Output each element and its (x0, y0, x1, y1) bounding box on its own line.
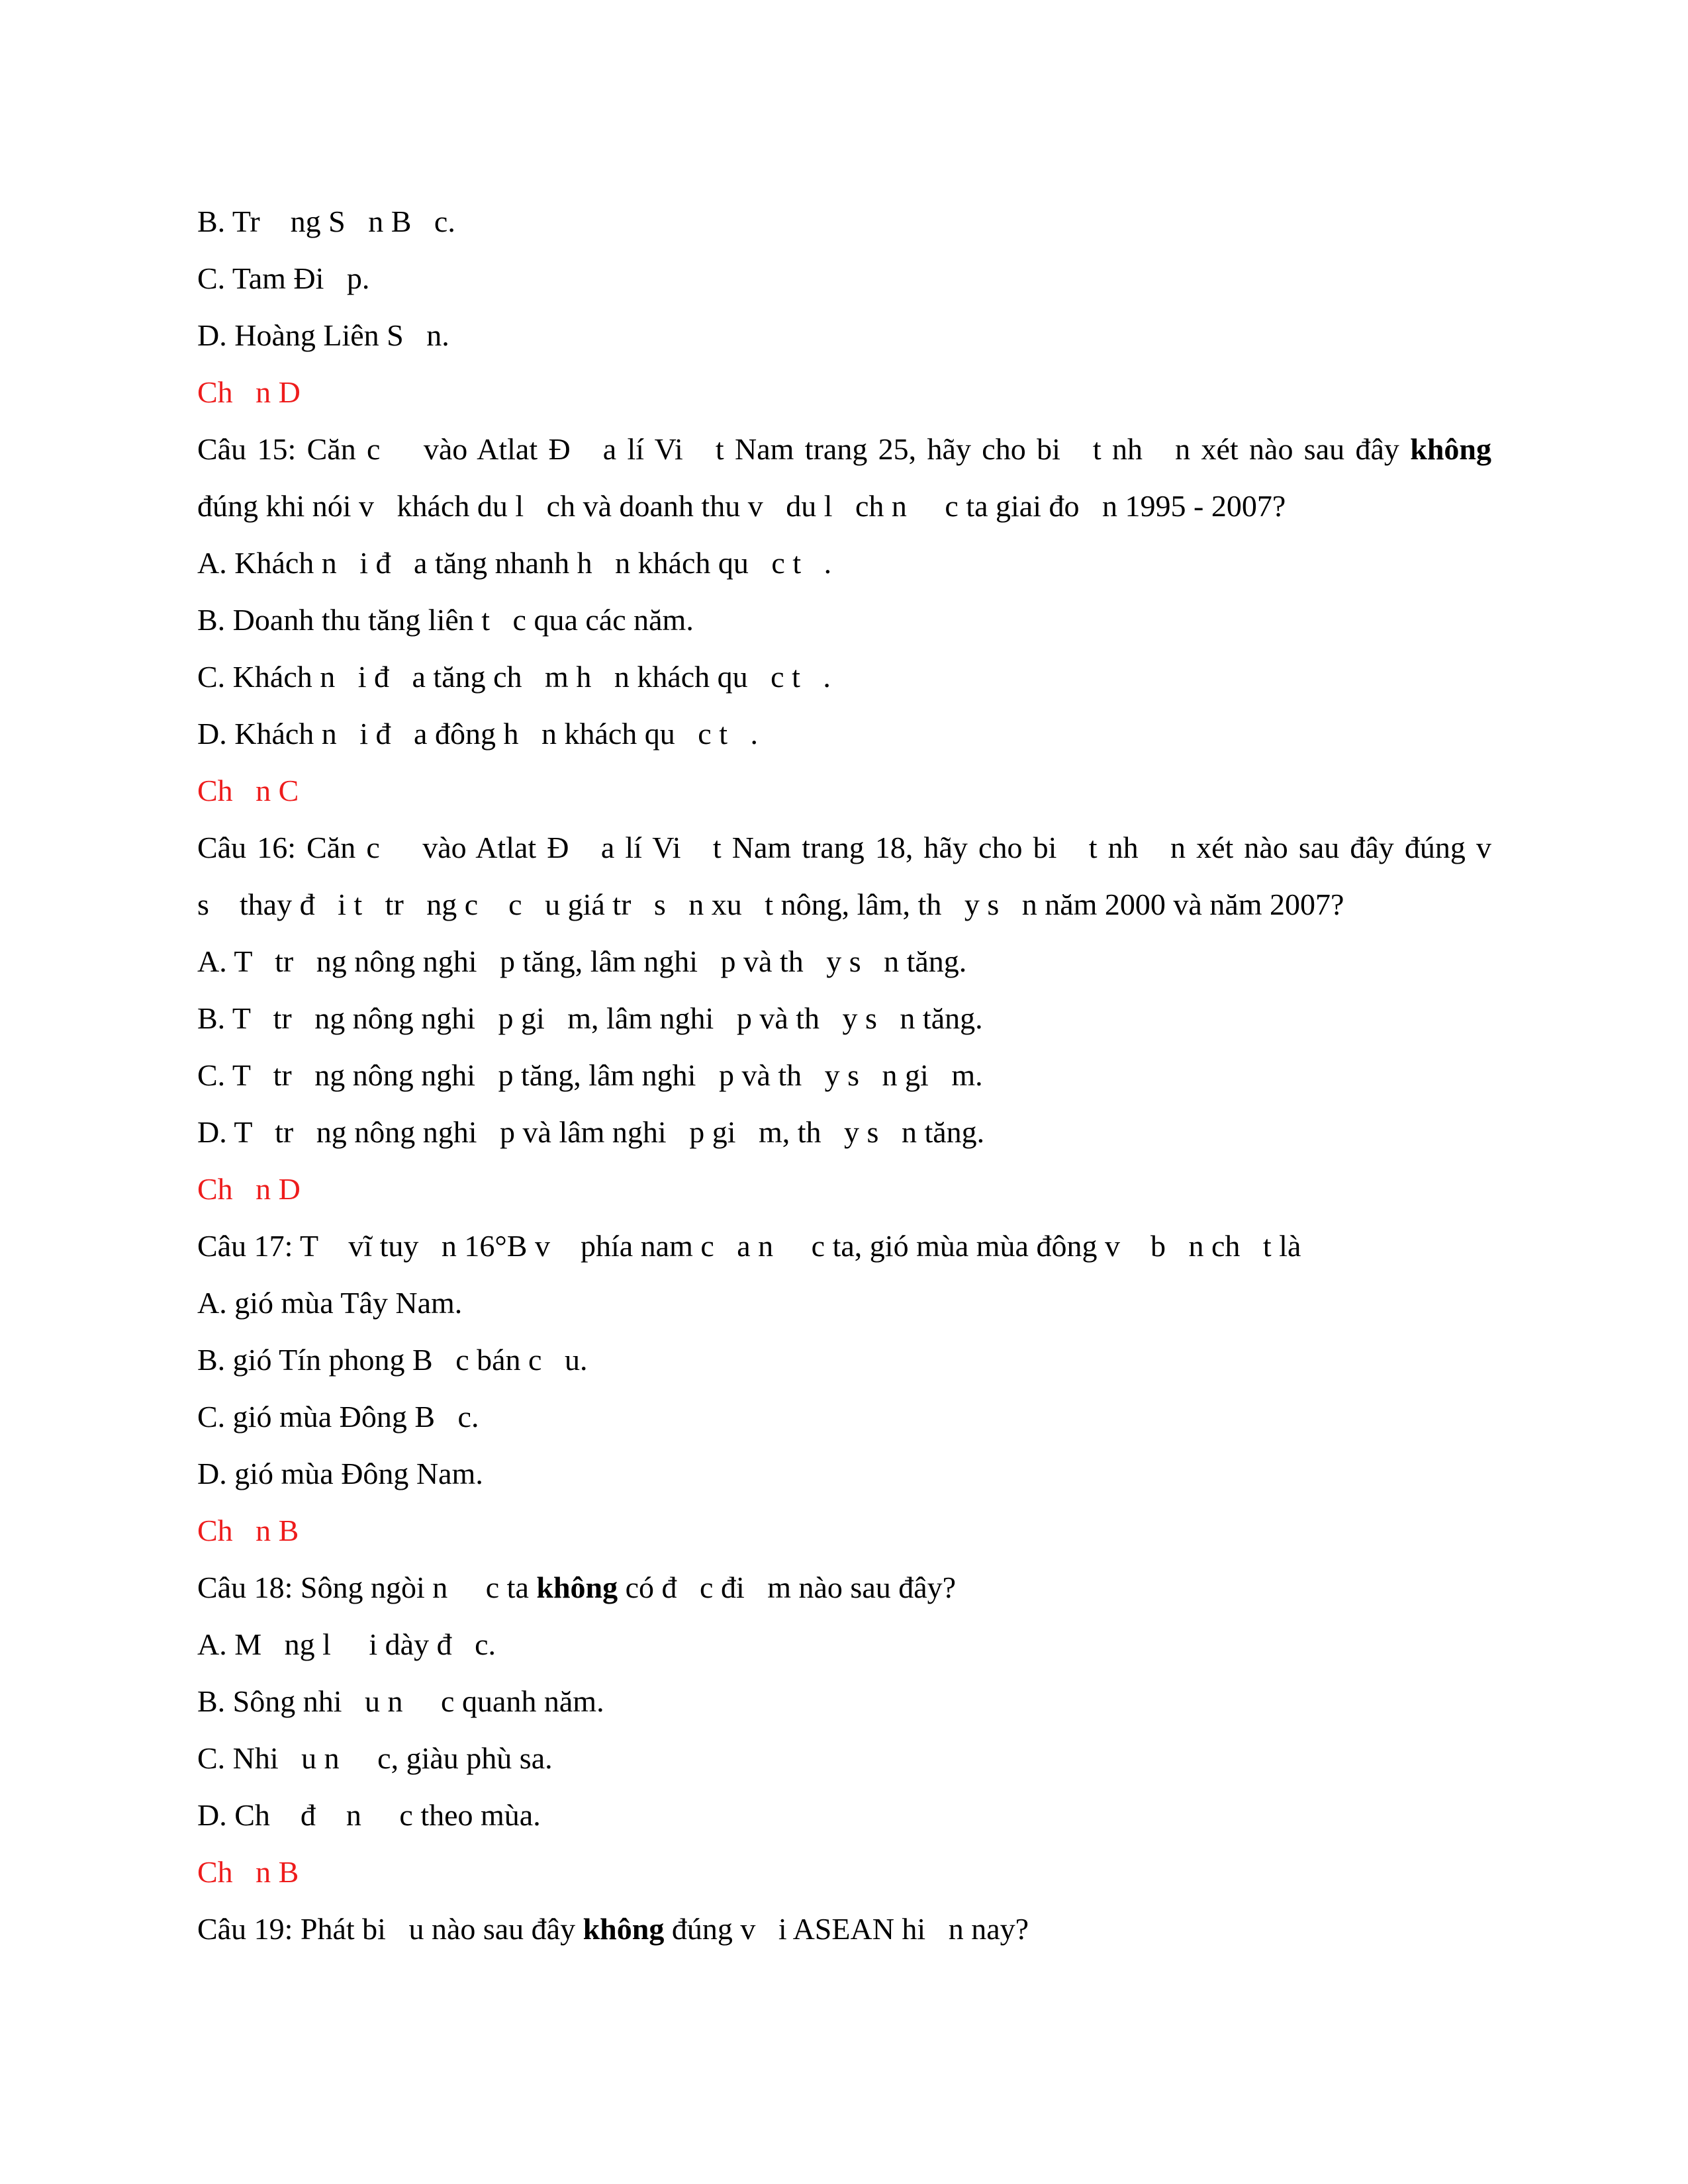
q14-option-b: B. Tr ng S n B c. (197, 205, 455, 238)
q16-option-c: C. T tr ng nông nghi p tăng, lâm nghi p và th y s n gi m. (197, 1058, 983, 1092)
q15-answer: Ch n C (197, 774, 299, 807)
q18-question-start: Câu 18: Sông ngòi n c ta (197, 1570, 537, 1604)
q16-question-line-2: s thay đ i t tr ng c c u giá tr s n xu t nông, lâm, th y s n năm 2000 và năm 2007? (197, 887, 1344, 921)
q16-answer: Ch n D (197, 1172, 301, 1206)
q17-option-c: C. gió mùa Đông B c. (197, 1400, 479, 1433)
q14-option-d: D. Hoàng Liên S n. (197, 318, 449, 352)
q15-question-line-2: đúng khi nói v khách du l ch và doanh thu v du l ch n c ta giai đo n 1995 - 2007? (197, 489, 1286, 523)
q18-answer: Ch n B (197, 1855, 299, 1889)
q15-question-text: Câu 15: Căn c vào Atlat Đ a lí Vi t Nam trang 25, hãy cho bi t nh n xét nào sau đây (197, 432, 1399, 466)
q18-option-d: D. Ch đ n c theo mùa. (197, 1798, 541, 1832)
q15-option-b: B. Doanh thu tăng liên t c qua các năm. (197, 603, 694, 637)
q17-question: Câu 17: T vĩ tuy n 16°B v phía nam c a n c ta, gió mùa mùa đông v b n ch t là (197, 1229, 1301, 1263)
q17-option-d: D. gió mùa Đông Nam. (197, 1457, 483, 1490)
q15-emphasis: không (1410, 432, 1492, 466)
q15-question-line-1 (197, 421, 1491, 478)
q15-option-d: D. Khách n i đ a đông h n khách qu c t . (197, 717, 759, 751)
q14-option-c: C. Tam Đi p. (197, 261, 370, 295)
document-content (197, 193, 1491, 1958)
q18-emphasis: không (536, 1570, 618, 1604)
q15-option-a: A. Khách n i đ a tăng nhanh h n khách qu c t . (197, 546, 832, 580)
q18-option-b: B. Sông nhi u n c quanh năm. (197, 1684, 604, 1718)
q19-emphasis: không (583, 1912, 665, 1946)
q19-question-start: Câu 19: Phát bi u nào sau đây (197, 1912, 583, 1946)
q18-question (197, 1559, 1491, 1616)
q18-question-end: có đ c đi m nào sau đây? (618, 1570, 957, 1604)
q17-option-a: A. gió mùa Tây Nam. (197, 1286, 463, 1320)
q16-option-a: A. T tr ng nông nghi p tăng, lâm nghi p và th y s n tăng. (197, 944, 967, 978)
q15-option-c: C. Khách n i đ a tăng ch m h n khách qu c t . (197, 660, 831, 694)
q14-answer: Ch n D (197, 375, 301, 409)
q16-option-b: B. T tr ng nông nghi p gi m, lâm nghi p và th y s n tăng. (197, 1001, 983, 1035)
q19-question-end: đúng v i ASEAN hi n nay? (664, 1912, 1029, 1946)
q16-question-line-1: Câu 16: Căn c vào Atlat Đ a lí Vi t Nam trang 18, hãy cho bi t nh n xét nào sau đây đúng v (197, 831, 1491, 864)
q16-option-d: D. T tr ng nông nghi p và lâm nghi p gi m, th y s n tăng. (197, 1115, 985, 1149)
q18-option-c: C. Nhi u n c, giàu phù sa. (197, 1741, 553, 1775)
q18-option-a: A. M ng l i dày đ c. (197, 1627, 496, 1661)
q17-answer: Ch n B (197, 1514, 299, 1547)
q19-question (197, 1901, 1491, 1958)
q17-option-b: B. gió Tín phong B c bán c u. (197, 1343, 588, 1377)
